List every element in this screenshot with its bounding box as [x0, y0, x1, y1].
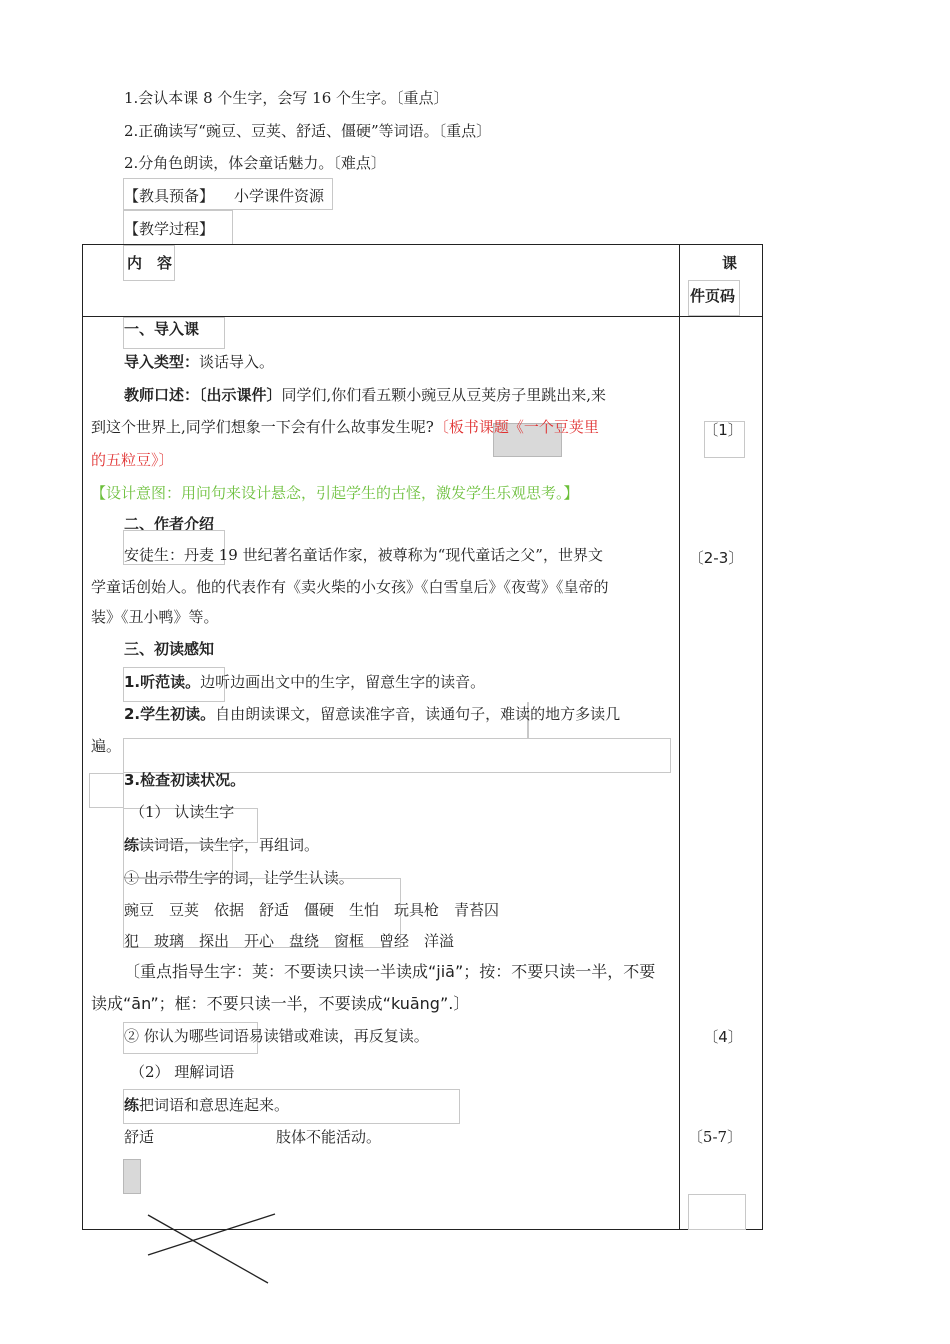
sec3-s3-label: 3.检查初读状况。 [124, 771, 246, 789]
header-ref-2: 件页码 [690, 287, 736, 305]
sec3-show-words: ① 出示带生字的词，让学生认读。 [124, 869, 354, 887]
sec3-practice2-label: 练 [124, 1096, 140, 1114]
objective-3: 2.分角色朗读，体会童话魅力。〔难点〕 [124, 154, 386, 172]
cross-line-2 [148, 1214, 275, 1255]
sec3-practice2-text: 把词语和意思连起来。 [139, 1096, 290, 1114]
sec3-guide-1: 〔重点指导生字：荚：不要读只读一半读成“jiā”；按：不要只读一半，不要 [124, 962, 656, 981]
sec1-type-value: 谈话导入。 [199, 353, 275, 371]
ref-empty-frame [688, 1194, 746, 1230]
objective-1: 1.会认本课 8 个生字，会写 16 个生字。〔重点〕 [124, 89, 449, 107]
sec3-s2 [124, 704, 620, 724]
table-divider [679, 244, 680, 1230]
table-left-border [82, 244, 83, 1230]
sec3-practice2 [124, 1095, 289, 1115]
sec1-design-intent: 【设计意图：用问句来设计悬念，引起学生的古怪，激发学生乐观思考。】 [91, 484, 579, 502]
sec3-s1-label: 1.听范读。 [124, 673, 201, 691]
sec3-repeat: ② 你认为哪些词语易读错或难读，再反复读。 [124, 1027, 429, 1045]
sec1-board-2: 的五粒豆》〕 [91, 451, 174, 469]
sec1-teacher-line-1 [124, 385, 606, 405]
sec3-s2-text: 自由朗读课文，留意读准字音，读通句子，难读的地方多读几 [215, 705, 621, 723]
ref-4: 〔5-7〕 [687, 1128, 743, 1146]
sec3-guide-2: 读成“ān”；框：不要只读一半，不要读成“kuāng”.〕 [91, 994, 470, 1013]
sec2-line-1: 安徒生：丹麦 19 世纪著名童话作家，被尊称为“现代童话之父”，世界文 [124, 546, 603, 564]
sec3-s2-label: 2.学生初读。 [124, 705, 216, 723]
sec1-type-label: 导入类型： [124, 353, 200, 371]
gray-square [123, 1159, 141, 1194]
sec3-s2-frame [123, 738, 671, 773]
sec2-title: 二、作者介绍 [124, 515, 215, 533]
header-ref-1: 课 [722, 254, 738, 272]
sec3-s1-text: 边听边画出文中的生字，留意生字的读音。 [200, 673, 486, 691]
table-top-border [82, 244, 763, 245]
sec3-s1 [124, 672, 485, 692]
sec3-sub2: （2） 理解词语 [130, 1063, 235, 1081]
sec1-type [124, 352, 274, 372]
sec3-match-right: 肢体不能活动。 [276, 1128, 382, 1146]
objective-2: 2.正确读写“豌豆、豆荚、舒适、僵硬”等词语。〔重点〕 [124, 122, 492, 140]
sec1-teacher-text-2: 到这个世界上,同学们想象一下会有什么故事发生呢? [91, 418, 434, 436]
process-label: 【教学过程】 [124, 220, 215, 238]
table-right-border [762, 244, 763, 1230]
sec3-sub1: （1） 认读生字 [130, 803, 235, 821]
sec1-board-1: 〔板书课题《一个豆荚里 [433, 418, 599, 436]
sec1-title: 一、导入课 [124, 320, 200, 338]
cross-lines [140, 1205, 285, 1290]
sec3-s2-text-2: 遍。 [91, 737, 122, 755]
sec3-s3-box [89, 773, 124, 808]
sec3-words-1: 豌豆 豆荚 依据 舒适 僵硬 生怕 玩具枪 青苔囚 [124, 901, 500, 919]
sec3-title: 三、初读感知 [124, 640, 215, 658]
ref-2: 〔2-3〕 [688, 549, 744, 567]
ref-1: 〔1〕 [703, 421, 743, 439]
header-content: 内 容 [127, 254, 173, 272]
sec1-teacher-line-2 [91, 417, 599, 437]
sec1-teacher-text-1: 同学们,你们看五颗小豌豆从豆荚房子里跳出来,来 [281, 386, 607, 404]
sec2-line-3: 装》《丑小鸭》等。 [91, 608, 219, 626]
sec3-words-2: 犯 玻璃 探出 开心 盘绕 窗框 曾经 洋溢 [124, 932, 455, 950]
sec3-practice-label: 练 [124, 836, 140, 854]
prep-value: 小学课件资源 [234, 187, 325, 205]
sec3-match-left: 舒适 [124, 1128, 155, 1146]
ref-3: 〔4〕 [703, 1028, 743, 1046]
sec3-practice-text: 读词语，读生字，再组词。 [139, 836, 320, 854]
prep-label: 【教具预备】 [124, 187, 215, 205]
sec2-line-2: 学童话创始人。他的代表作有《卖火柴的小女孩》《白雪皇后》《夜莺》《皇帝的 [91, 578, 609, 596]
sec1-teacher-label: 教师口述：〔出示课件〕 [124, 386, 282, 404]
